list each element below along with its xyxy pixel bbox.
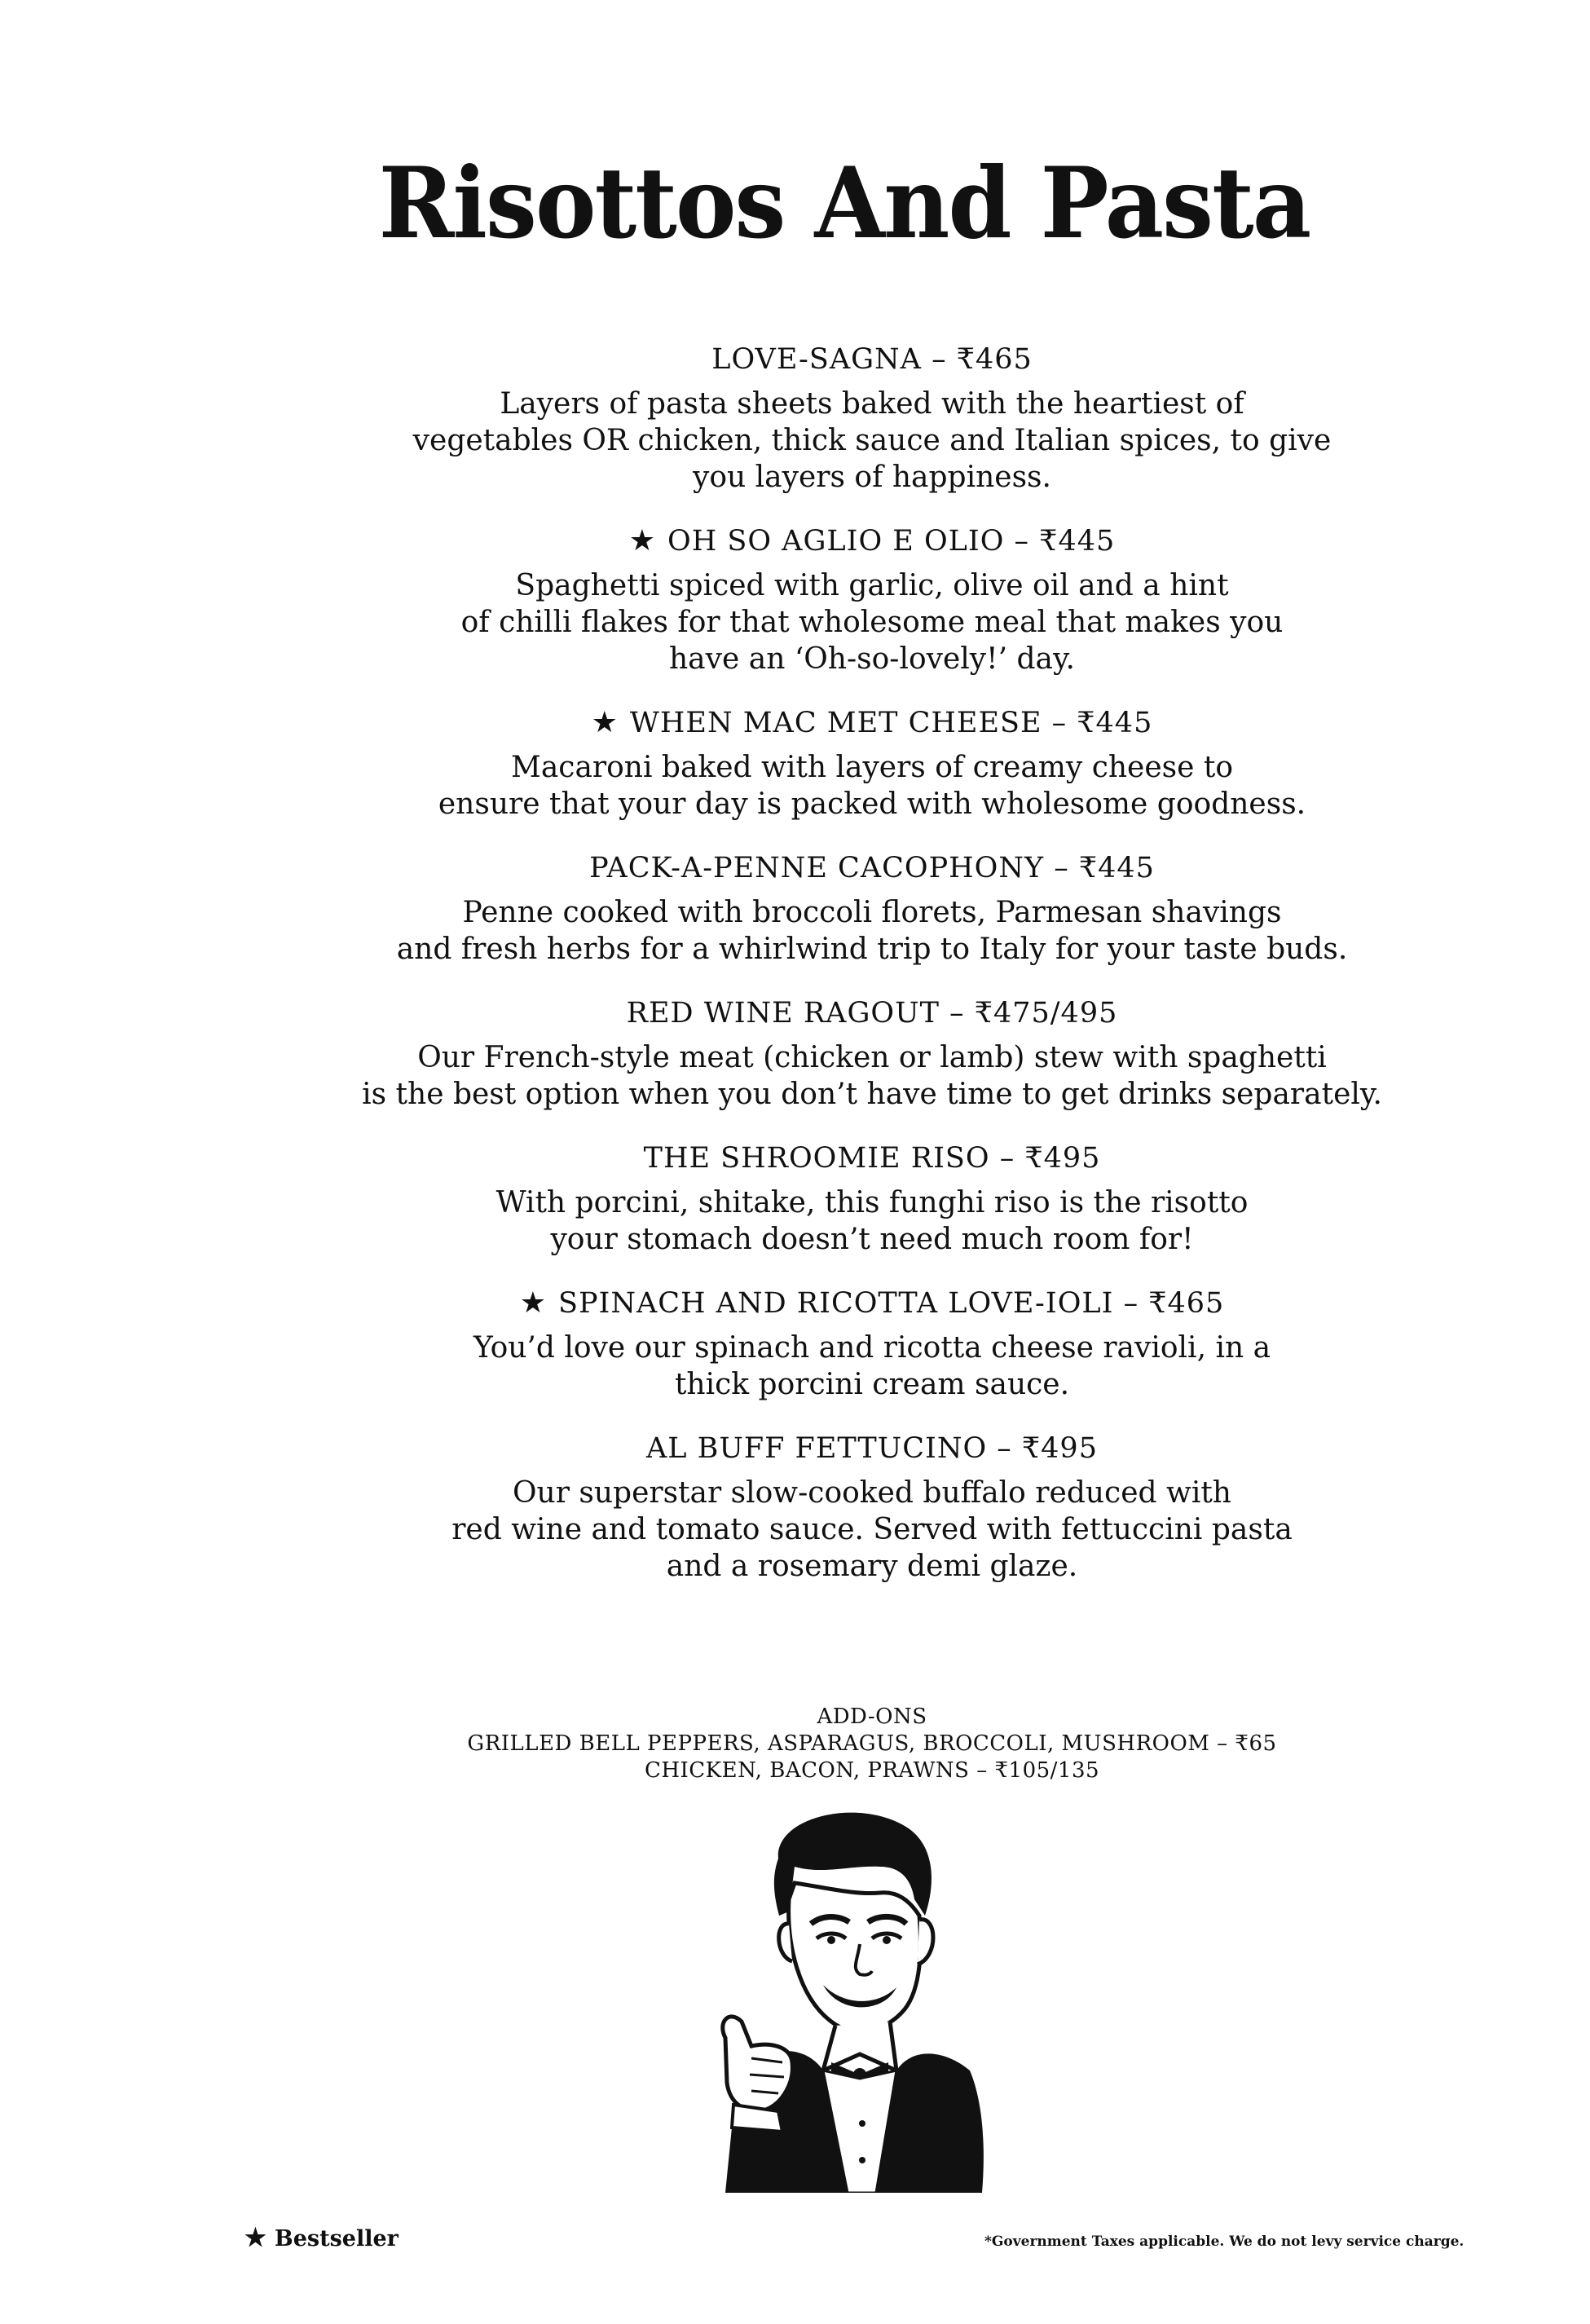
tax-note: *Government Taxes applicable. We do not levy service charge. (984, 2234, 1464, 2250)
description-line: you layers of happiness. (693, 461, 1051, 494)
menu-item (318, 1282, 1426, 1403)
menu-item (318, 702, 1426, 822)
description-line: and a rosemary demi glaze. (666, 1550, 1078, 1583)
bestseller-legend (244, 2224, 399, 2254)
menu-item-description (318, 894, 1426, 968)
menu-list (318, 338, 1426, 1609)
bestseller-label: Bestseller (274, 2226, 399, 2251)
star-icon: ★ (519, 1286, 547, 1320)
menu-item-name: THE SHROOMIE RISO – ₹495 (643, 1142, 1101, 1175)
menu-item-name: AL BUFF FETTUCINO – ₹495 (646, 1432, 1098, 1465)
menu-item-header (318, 520, 1426, 562)
description-line: red wine and tomato sauce. Served with fettuccini pasta (451, 1513, 1293, 1546)
menu-item-name: SPINACH AND RICOTTA LOVE-IOLI – ₹465 (558, 1287, 1225, 1320)
menu-item-header (318, 702, 1426, 744)
menu-item (318, 1137, 1426, 1258)
description-line: Our French-style meat (chicken or lamb) stew with spaghetti (417, 1041, 1327, 1074)
menu-item (318, 992, 1426, 1113)
menu-item (318, 847, 1426, 968)
star-icon: ★ (628, 524, 657, 558)
menu-item-description (318, 749, 1426, 822)
description-line: Spaghetti spiced with garlic, olive oil and a hint (515, 569, 1229, 602)
description-line: and fresh herbs for a whirlwind trip to Italy for your taste buds. (396, 933, 1348, 966)
menu-item-name: LOVE-SAGNA – ₹465 (711, 343, 1033, 376)
menu-item (318, 1427, 1426, 1585)
description-line: Our superstar slow-cooked buffalo reduced with (513, 1476, 1231, 1510)
description-line: ensure that your day is packed with wholesome goodness. (438, 787, 1306, 821)
menu-item-description (318, 1475, 1426, 1585)
page-title: Risottos And Pasta (378, 146, 1310, 261)
addons-line: GRILLED BELL PEPPERS, ASPARAGUS, BROCCOLI, MUSHROOM – ₹65 (467, 1731, 1277, 1756)
description-line: Penne cooked with broccoli florets, Parmesan shavings (462, 896, 1282, 929)
star-icon: ★ (244, 2224, 266, 2252)
menu-item-name: WHEN MAC MET CHEESE – ₹445 (629, 707, 1153, 739)
description-line: thick porcini cream sauce. (674, 1368, 1070, 1401)
menu-item-description (318, 1330, 1426, 1403)
addons-line: CHICKEN, BACON, PRAWNS – ₹105/135 (644, 1758, 1100, 1783)
menu-item-description (318, 386, 1426, 496)
description-line: Layers of pasta sheets baked with the heartiest of (500, 387, 1244, 421)
description-line: your stomach doesn’t need much room for! (550, 1223, 1194, 1256)
star-icon: ★ (591, 706, 619, 739)
description-line: of chilli flakes for that wholesome meal that makes you (460, 606, 1284, 639)
menu-item-header (318, 1282, 1426, 1325)
description-line: is the best option when you don’t have time to get drinks separately. (362, 1078, 1382, 1111)
description-line: You’d love our spinach and ricotta cheese ravioli, in a (473, 1331, 1271, 1365)
menu-item-name: OH SO AGLIO E OLIO – ₹445 (667, 525, 1116, 558)
addons-heading: ADD-ONS (817, 1704, 927, 1729)
description-line: vegetables OR chicken, thick sauce and Italian spices, to give (412, 424, 1332, 457)
menu-item-name: PACK-A-PENNE CACOPHONY – ₹445 (589, 852, 1155, 884)
description-line: With porcini, shitake, this funghi riso is the risotto (495, 1186, 1249, 1219)
menu-item-name: RED WINE RAGOUT – ₹475/495 (626, 997, 1118, 1030)
menu-item-description (318, 567, 1426, 677)
description-line: have an ‘Oh-so-lovely!’ day. (669, 642, 1075, 676)
description-line: Macaroni baked with layers of creamy cheese to (510, 751, 1234, 784)
waiter-illustration (701, 1801, 994, 2193)
menu-item (318, 338, 1426, 496)
menu-item-description (318, 1184, 1426, 1258)
addons-section (318, 1704, 1426, 1784)
menu-item (318, 520, 1426, 677)
menu-item-description (318, 1039, 1426, 1113)
